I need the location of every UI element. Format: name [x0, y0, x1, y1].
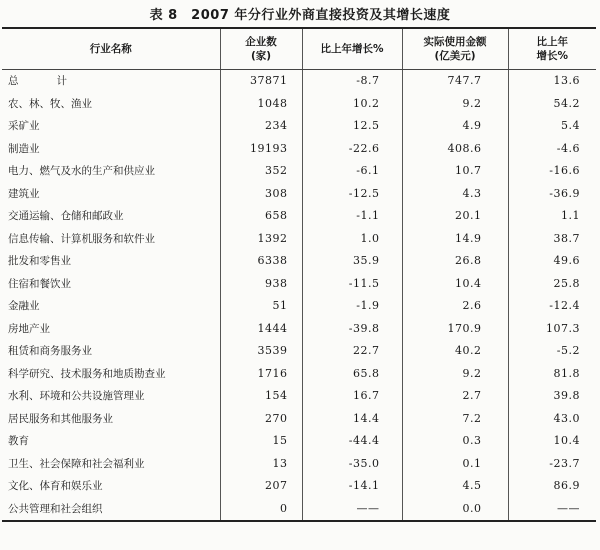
enterprise-growth-cell: -14.1 [302, 475, 402, 498]
header-enterprises: 企业数 (家) [220, 28, 302, 70]
enterprise-count-cell: 3539 [220, 340, 302, 363]
table-row [2, 453, 596, 476]
table-row [2, 498, 596, 522]
enterprise-growth-cell: -11.5 [302, 273, 402, 296]
enterprise-count-cell: 1392 [220, 228, 302, 251]
actual-use-amount-cell: 2.7 [402, 385, 508, 408]
actual-use-growth-cell: 54.2 [508, 93, 596, 116]
table-row [2, 250, 596, 273]
actual-use-growth-cell: 107.3 [508, 318, 596, 341]
table-row [2, 363, 596, 386]
actual-use-growth-cell: 1.1 [508, 205, 596, 228]
actual-use-growth-cell: -12.4 [508, 295, 596, 318]
actual-use-growth-cell: 86.9 [508, 475, 596, 498]
table-row [2, 475, 596, 498]
table-row [2, 205, 596, 228]
industry-name-cell: 公共管理和社会组织 [2, 498, 220, 522]
fdi-by-industry-table [2, 27, 596, 522]
table-row [2, 93, 596, 116]
table-row [2, 340, 596, 363]
header-industry: 行业名称 [2, 28, 220, 70]
table-row [2, 273, 596, 296]
actual-use-amount-cell: 2.6 [402, 295, 508, 318]
actual-use-amount-cell: 10.7 [402, 160, 508, 183]
table-row [2, 385, 596, 408]
actual-use-growth-cell: 39.8 [508, 385, 596, 408]
table-body [2, 70, 596, 522]
actual-use-amount-cell: 26.8 [402, 250, 508, 273]
table-row [2, 228, 596, 251]
actual-use-amount-cell: 4.3 [402, 183, 508, 206]
actual-use-amount-cell: 14.9 [402, 228, 508, 251]
actual-use-amount-cell: 10.4 [402, 273, 508, 296]
actual-use-amount-cell: 0.0 [402, 498, 508, 522]
header-actual-use-growth: 比上年 增长% [508, 28, 596, 70]
industry-name-cell: 住宿和餐饮业 [8, 277, 71, 290]
actual-use-amount-cell: 7.2 [402, 408, 508, 431]
enterprise-growth-cell: -1.1 [302, 205, 402, 228]
enterprise-growth-cell: -1.9 [302, 295, 402, 318]
actual-use-growth-cell: —— [508, 498, 596, 522]
industry-name-cell: 采矿业 [8, 120, 40, 132]
enterprise-count-cell: 938 [220, 273, 302, 296]
enterprise-count-cell: 13 [220, 453, 302, 476]
enterprise-growth-cell: -8.7 [302, 70, 402, 93]
enterprise-count-cell: 0 [220, 498, 302, 522]
industry-name-cell: 批发和零售业 [8, 255, 71, 267]
industry-name-cell: 交通运输、仓储和邮政业 [8, 210, 124, 222]
enterprise-count-cell: 1444 [220, 318, 302, 341]
enterprise-growth-cell: -22.6 [302, 138, 402, 161]
actual-use-growth-cell: 13.6 [508, 70, 596, 93]
actual-use-growth-cell: 81.8 [508, 363, 596, 386]
enterprise-growth-cell: 65.8 [302, 363, 402, 386]
enterprise-count-cell: 1716 [220, 363, 302, 386]
table-row [2, 183, 596, 206]
actual-use-amount-cell: 408.6 [402, 138, 508, 161]
actual-use-amount-cell: 4.9 [402, 115, 508, 138]
actual-use-growth-cell: -36.9 [508, 183, 596, 206]
actual-use-growth-cell: -23.7 [508, 453, 596, 476]
industry-name-cell: 总计 [8, 75, 105, 87]
enterprise-growth-cell: 10.2 [302, 93, 402, 116]
enterprise-growth-cell: 22.7 [302, 340, 402, 363]
industry-name-cell: 水利、环境和公共设施管理业 [8, 390, 145, 402]
industry-name-cell: 制造业 [8, 142, 40, 155]
enterprise-growth-cell: 12.5 [302, 115, 402, 138]
enterprise-count-cell: 51 [220, 295, 302, 318]
actual-use-growth-cell: 5.4 [508, 115, 596, 138]
enterprise-growth-cell: -39.8 [302, 318, 402, 341]
enterprise-growth-cell: 1.0 [302, 228, 402, 251]
industry-name-cell: 科学研究、技术服务和地质勘查业 [8, 367, 166, 380]
enterprise-growth-cell: -12.5 [302, 183, 402, 206]
actual-use-amount-cell: 40.2 [402, 340, 508, 363]
table-title: 表 8 2007 年分行业外商直接投资及其增长速度 [149, 8, 451, 23]
industry-name-cell: 金融业 [8, 300, 40, 312]
actual-use-growth-cell: -4.6 [508, 138, 596, 161]
enterprise-growth-cell: —— [302, 498, 402, 522]
actual-use-growth-cell: 49.6 [508, 250, 596, 273]
table-row [2, 430, 596, 453]
enterprise-growth-cell: -35.0 [302, 453, 402, 476]
enterprise-count-cell: 1048 [220, 93, 302, 116]
actual-use-amount-cell: 0.3 [402, 430, 508, 453]
header-actual-use: 实际使用金额 (亿美元) [402, 28, 508, 70]
enterprise-count-cell: 207 [220, 475, 302, 498]
enterprise-growth-cell: 16.7 [302, 385, 402, 408]
actual-use-amount-cell: 747.7 [402, 70, 508, 93]
enterprise-growth-cell: 14.4 [302, 408, 402, 431]
header-enterprises-growth: 比上年增长% [302, 28, 402, 70]
enterprise-count-cell: 15 [220, 430, 302, 453]
actual-use-growth-cell: 43.0 [508, 408, 596, 431]
industry-name-cell: 卫生、社会保障和社会福利业 [8, 457, 145, 470]
enterprise-count-cell: 19193 [220, 138, 302, 161]
actual-use-amount-cell: 20.1 [402, 205, 508, 228]
table-header [2, 28, 596, 70]
actual-use-amount-cell: 4.5 [402, 475, 508, 498]
industry-name-cell: 建筑业 [8, 187, 40, 200]
industry-name-cell: 农、林、牧、渔业 [8, 97, 92, 110]
industry-name-cell: 居民服务和其他服务业 [8, 412, 113, 425]
table-row [2, 318, 596, 341]
enterprise-growth-cell: -44.4 [302, 430, 402, 453]
industry-name-cell: 房地产业 [8, 322, 50, 335]
enterprise-count-cell: 154 [220, 385, 302, 408]
industry-name-cell: 租赁和商务服务业 [8, 345, 92, 357]
actual-use-growth-cell: 38.7 [508, 228, 596, 251]
actual-use-growth-cell: -16.6 [508, 160, 596, 183]
table-row [2, 138, 596, 161]
enterprise-count-cell: 37871 [220, 70, 302, 93]
table-row [2, 115, 596, 138]
enterprise-count-cell: 234 [220, 115, 302, 138]
actual-use-growth-cell: 25.8 [508, 273, 596, 296]
industry-name-cell: 信息传输、计算机服务和软件业 [8, 232, 155, 245]
enterprise-count-cell: 6338 [220, 250, 302, 273]
actual-use-growth-cell: -5.2 [508, 340, 596, 363]
enterprise-count-cell: 270 [220, 408, 302, 431]
actual-use-amount-cell: 170.9 [402, 318, 508, 341]
actual-use-amount-cell: 0.1 [402, 453, 508, 476]
industry-name-cell: 电力、燃气及水的生产和供应业 [8, 165, 155, 177]
table-row [2, 295, 596, 318]
enterprise-growth-cell: -6.1 [302, 160, 402, 183]
enterprise-count-cell: 352 [220, 160, 302, 183]
actual-use-growth-cell: 10.4 [508, 430, 596, 453]
actual-use-amount-cell: 9.2 [402, 363, 508, 386]
enterprise-count-cell: 658 [220, 205, 302, 228]
table-row [2, 160, 596, 183]
enterprise-growth-cell: 35.9 [302, 250, 402, 273]
industry-name-cell: 文化、体育和娱乐业 [8, 480, 103, 492]
actual-use-amount-cell: 9.2 [402, 93, 508, 116]
table-row [2, 408, 596, 431]
table-row [2, 70, 596, 93]
industry-name-cell: 教育 [8, 435, 29, 447]
enterprise-count-cell: 308 [220, 183, 302, 206]
